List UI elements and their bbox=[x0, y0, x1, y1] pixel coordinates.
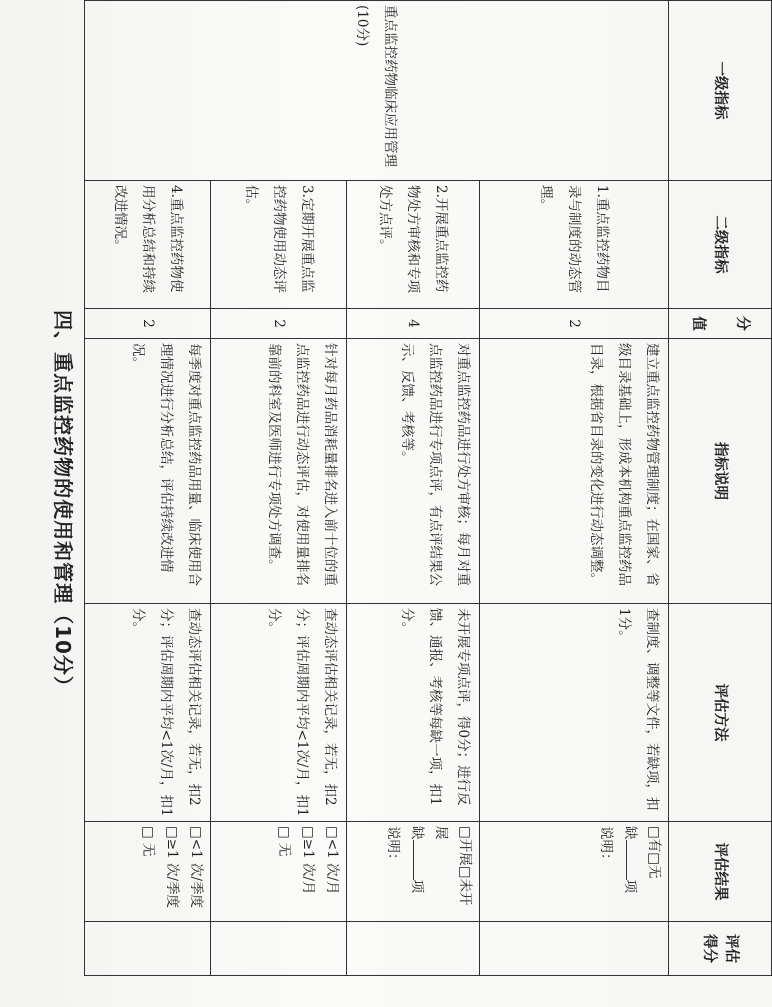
header-score bbox=[668, 309, 771, 339]
row4-eval-score bbox=[85, 922, 211, 976]
level1-cell: 重点监控药物临床应用管理(10分) bbox=[85, 1, 669, 181]
row3-score: 2 bbox=[211, 309, 347, 339]
header-method: 评估方法 bbox=[668, 604, 771, 822]
row1-result bbox=[479, 822, 668, 922]
row2-result-line2-prefix: 缺 bbox=[408, 826, 425, 840]
row1-explanation: 建立重点监控药物管理制度；在国家、省级目录基础上，形成本机构重点监控药品目录，根据省目录的变化进行动态调整。 bbox=[479, 339, 668, 604]
row1-result-line2-suffix: 项 bbox=[621, 879, 638, 893]
row1-result-line1: □有□无 bbox=[645, 826, 662, 879]
row1-score: 2 bbox=[479, 309, 668, 339]
row3-result bbox=[211, 822, 347, 922]
row4-method: 查动态评估相关记录，若无，扣2分；评估周期内平均<1次/月，扣1分。 bbox=[85, 604, 211, 822]
header-score-bottom: 值 bbox=[689, 316, 706, 331]
row2-result-line3: 说明： bbox=[384, 826, 401, 867]
row4-level2: 4.重点监控药物使用分析总结和持续改进情况。 bbox=[85, 181, 211, 309]
row3-result-line1: □<1 次/月 bbox=[324, 826, 341, 895]
row2-level2: 2.开展重点监控药物处方审核和专项处方点评。 bbox=[347, 181, 479, 309]
row3-method: 查动态评估相关记录，若无，扣2分；评估周期内平均<1次/月，扣1分。 bbox=[211, 604, 347, 822]
header-level2: 二级指标 bbox=[668, 181, 771, 309]
row1-level2: 1.重点监控药物目录与制度的动态管理。 bbox=[479, 181, 668, 309]
row1-result-blank bbox=[626, 840, 639, 880]
header-eval-top: 评估 bbox=[722, 934, 739, 963]
row4-explanation: 每季度对重点监控药品用量、临床使用合理情况进行分析总结，评估持续改进情况。 bbox=[85, 339, 211, 604]
table-row bbox=[479, 1, 668, 976]
evaluation-table bbox=[84, 0, 772, 976]
row3-explanation: 针对每月药品消耗量排名进入前十位的重点监控药品进行动态评估，对使用量排名靠前的科室及医师进行专项处方调查。 bbox=[211, 339, 347, 604]
row1-result-line3: 说明： bbox=[597, 826, 614, 867]
row2-result bbox=[347, 822, 479, 922]
header-eval-score bbox=[668, 922, 771, 976]
row3-eval-score bbox=[211, 922, 347, 976]
row3-result-line3: □ 无 bbox=[276, 826, 293, 857]
row1-eval-score bbox=[479, 922, 668, 976]
row2-score: 4 bbox=[347, 309, 479, 339]
row4-result-line2: □≥1 次/季度 bbox=[164, 826, 181, 908]
row3-level2: 3.定期开展重点监控药物使用动态评估。 bbox=[211, 181, 347, 309]
header-explanation: 指标说明 bbox=[668, 339, 771, 604]
row2-result-line2-suffix: 项 bbox=[408, 879, 425, 893]
header-level1: 一级指标 bbox=[668, 1, 771, 181]
row4-result-line3: □ 无 bbox=[140, 826, 157, 857]
header-score-top: 分 bbox=[733, 316, 750, 331]
row4-result-line1: □<1 次/季度 bbox=[188, 826, 205, 908]
header-eval-bottom: 得分 bbox=[700, 934, 717, 963]
row3-result-line2: □≥1 次/月 bbox=[300, 826, 317, 895]
row1-method: 查制度、调整等文件，若缺项，扣1分。 bbox=[479, 604, 668, 822]
row2-eval-score bbox=[347, 922, 479, 976]
row2-explanation: 对重点监控药品进行处方审核；每月对重点监控药品进行专项点评，有点评结果公示、反馈、考核等。 bbox=[347, 339, 479, 604]
row2-method: 未开展专项点评，得0分；进行反馈、通报、考核等每缺一项，扣1分。 bbox=[347, 604, 479, 822]
header-row bbox=[668, 1, 771, 976]
header-result: 评估结果 bbox=[668, 822, 771, 922]
row4-score: 2 bbox=[85, 309, 211, 339]
row2-result-line1: □开展□未开展 bbox=[432, 826, 473, 906]
row4-result bbox=[85, 822, 211, 922]
section-title: 四、重点监控药物的使用和管理（10分） bbox=[51, 310, 75, 697]
row1-result-line2-prefix: 缺 bbox=[621, 826, 638, 840]
row2-result-blank bbox=[413, 840, 426, 880]
